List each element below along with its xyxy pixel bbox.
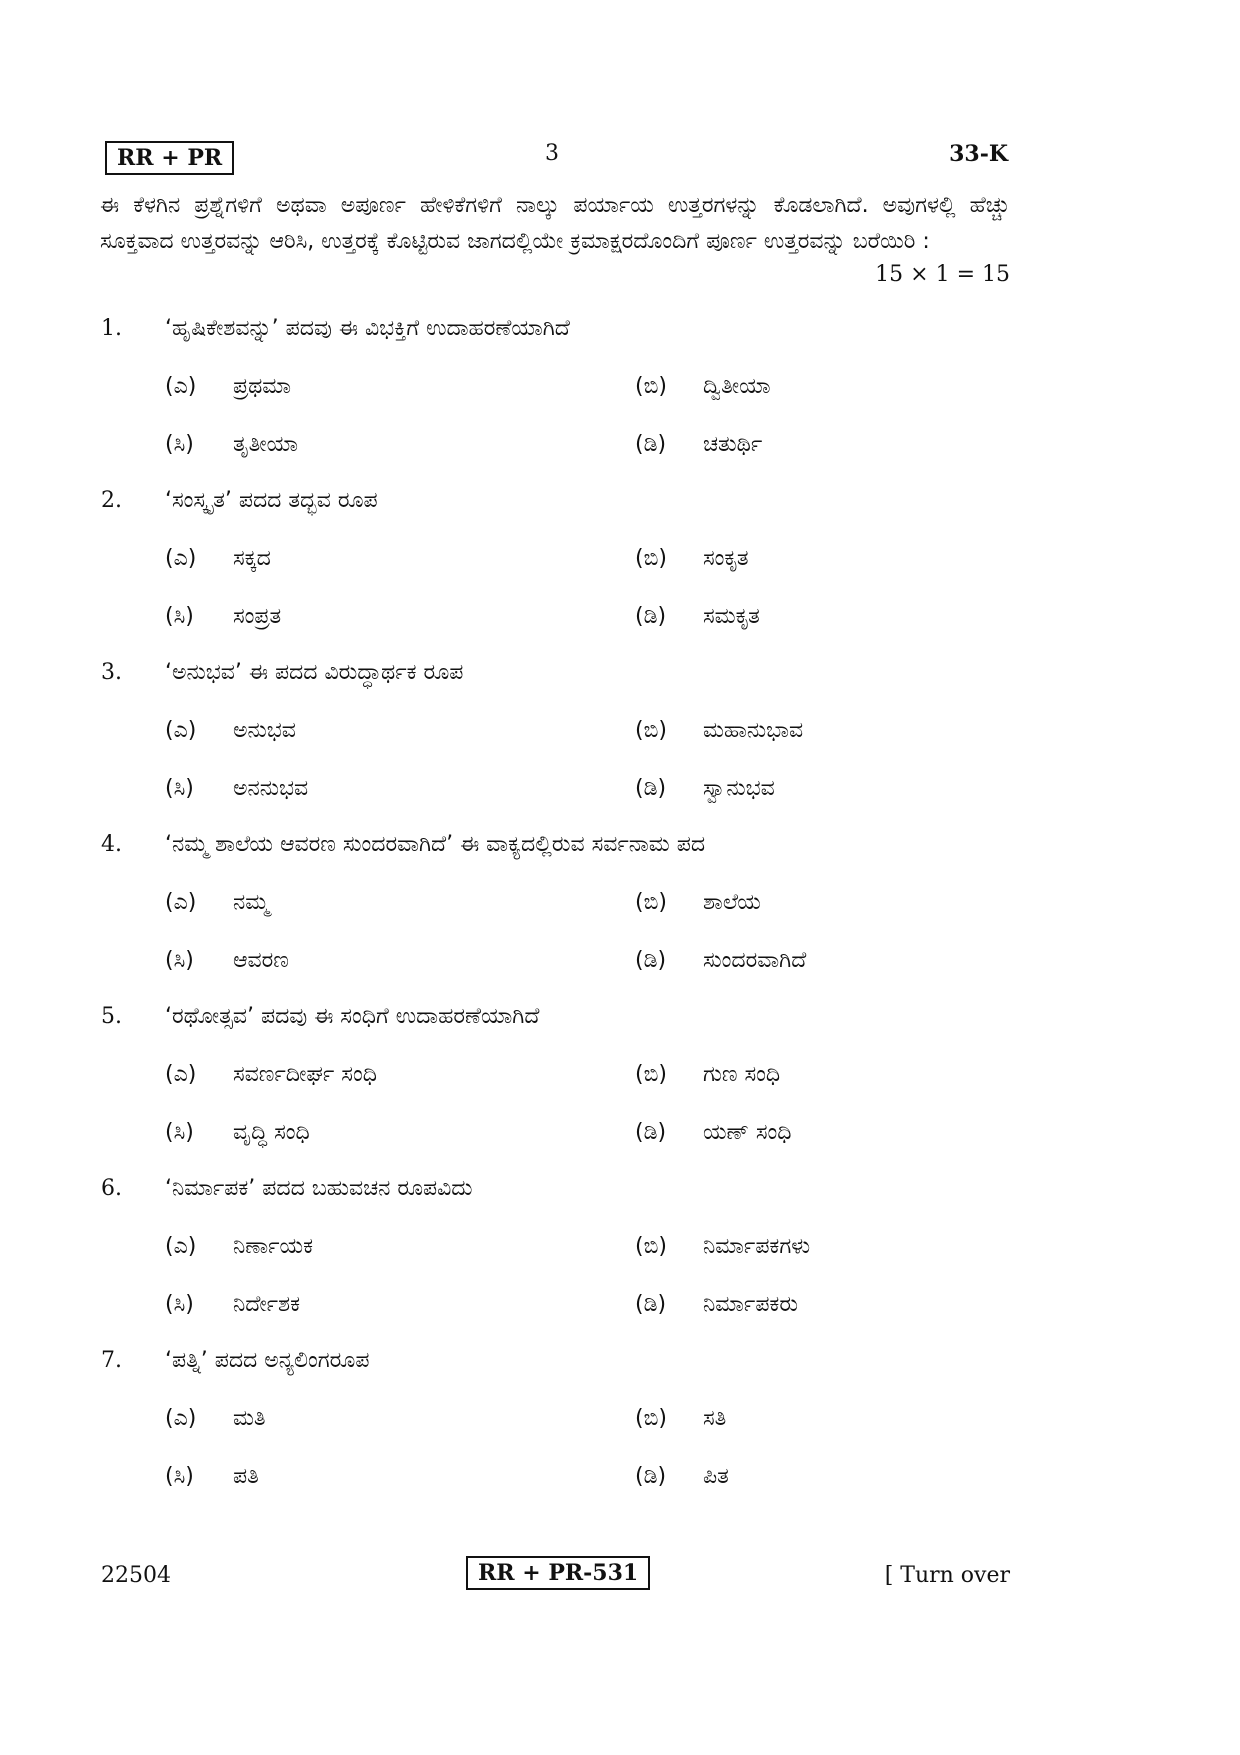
- question-text: ‘ಸಂಸ್ಕೃತ’ ಪದದ ತದ್ಭವ ರೂಪ: [165, 488, 378, 513]
- option-text-a: ಪ್ರಥಮಾ: [233, 374, 291, 399]
- option-label-c: (ಸಿ): [165, 432, 194, 457]
- instructions-text: ಈ ಕೆಳಗಿನ ಪ್ರಶ್ನೆಗಳಿಗೆ ಅಥವಾ ಅಪೂರ್ಣ ಹೇಳಿಕೆಗಳಿಗೆ ನಾಲ್ಕು ಪರ್ಯಾಯ ಉತ್ತರಗಳನ್ನು ಕೊಡಲಾಗಿದೆ. ಅವುಗಳಲ್ಲಿ ಹೆಚ್ಚು ಸೂಕ್ತವಾದ ಉತ್ತರವನ್ನು ಆರಿಸಿ, ಉತ್ತರಕ್ಕೆ ಕೊಟ್ಟಿರುವ ಜಾಗದಲ್ಲಿಯೇ ಕ್ರಮಾಕ್ಷರದೊಂದಿಗೆ ಪೂರ್ಣ ಉತ್ತರವನ್ನು ಬರೆಯಿರಿ :: [100, 193, 1010, 254]
- option-text-c: ನಿರ್ದೇಶಕ: [233, 1292, 301, 1317]
- option-text-d: ಸ್ವಾನುಭವ: [703, 776, 775, 801]
- turn-over-note: [ Turn over: [884, 1563, 1010, 1588]
- marks-scheme: 15 × 1 = 15: [875, 262, 1010, 287]
- option-text-c: ಸಂಪ್ರತ: [233, 604, 282, 629]
- option-label-d: (ಡಿ): [635, 776, 667, 801]
- option-text-b: ಗುಣ ಸಂಧಿ: [703, 1062, 781, 1087]
- option-label-c: (ಸಿ): [165, 1120, 194, 1145]
- option-text-b: ಶಾಲೆಯ: [703, 890, 761, 915]
- option-text-b: ಮಹಾನುಭಾವ: [703, 718, 804, 743]
- question-number: 4.: [101, 832, 122, 857]
- option-text-b: ಸತಿ: [703, 1406, 727, 1431]
- header-code-box: RR + PR: [105, 141, 234, 175]
- option-label-a: (ಎ): [165, 718, 197, 743]
- option-label-d: (ಡಿ): [635, 948, 667, 973]
- paper-code: 33-K: [949, 141, 1008, 167]
- option-label-d: (ಡಿ): [635, 604, 667, 629]
- option-label-b: (ಬಿ): [635, 890, 667, 915]
- option-text-a: ಅನುಭವ: [233, 718, 296, 743]
- question-text: ‘ಹೃಷಿಕೇಶವನ್ನು’ ಪದವು ಈ ವಿಭಕ್ತಿಗೆ ಉದಾಹರಣೆಯಾಗಿದೆ: [165, 316, 570, 341]
- question-text: ‘ನಮ್ಮ ಶಾಲೆಯ ಆವರಣ ಸುಂದರವಾಗಿದೆ’ ಈ ವಾಕ್ಯದಲ್ಲಿರುವ ಸರ್ವನಾಮ ಪದ: [165, 832, 706, 857]
- option-label-a: (ಎ): [165, 374, 197, 399]
- option-label-c: (ಸಿ): [165, 948, 194, 973]
- question-number: 5.: [101, 1004, 122, 1029]
- option-text-a: ಸವರ್ಣದೀರ್ಘ ಸಂಧಿ: [233, 1062, 377, 1087]
- option-label-d: (ಡಿ): [635, 1464, 667, 1489]
- option-text-a: ನಮ್ಮ: [233, 890, 270, 915]
- option-label-b: (ಬಿ): [635, 1406, 667, 1431]
- question-number: 2.: [101, 488, 122, 513]
- option-label-d: (ಡಿ): [635, 1292, 667, 1317]
- option-text-d: ಸಮಕೃತ: [703, 604, 760, 629]
- question-text: ‘ಪತ್ನಿ’ ಪದದ ಅನ್ಯಲಿಂಗರೂಪ: [165, 1348, 370, 1373]
- option-label-b: (ಬಿ): [635, 1234, 667, 1259]
- option-text-c: ಅನನುಭವ: [233, 776, 309, 801]
- option-text-c: ತೃತೀಯಾ: [233, 432, 298, 457]
- option-text-c: ಆವರಣ: [233, 948, 289, 973]
- option-text-c: ಪತಿ: [233, 1464, 259, 1489]
- option-label-c: (ಸಿ): [165, 776, 194, 801]
- option-label-a: (ಎ): [165, 1062, 197, 1087]
- question-number: 6.: [101, 1176, 122, 1201]
- option-label-b: (ಬಿ): [635, 374, 667, 399]
- option-label-c: (ಸಿ): [165, 1464, 194, 1489]
- option-label-d: (ಡಿ): [635, 1120, 667, 1145]
- option-text-d: ಸುಂದರವಾಗಿದೆ: [703, 948, 807, 973]
- footer-code-box: RR + PR-531: [466, 1556, 650, 1590]
- option-label-d: (ಡಿ): [635, 432, 667, 457]
- option-label-c: (ಸಿ): [165, 1292, 194, 1317]
- footer-serial: 22504: [101, 1563, 171, 1588]
- option-text-a: ಮತಿ: [233, 1406, 266, 1431]
- option-label-b: (ಬಿ): [635, 546, 667, 571]
- question-text: ‘ರಥೋತ್ಸವ’ ಪದವು ಈ ಸಂಧಿಗೆ ಉದಾಹರಣೆಯಾಗಿದೆ: [165, 1004, 540, 1029]
- option-text-b: ದ್ವಿತೀಯಾ: [703, 374, 771, 399]
- option-text-d: ನಿರ್ಮಾಪಕರು: [703, 1292, 798, 1317]
- option-label-b: (ಬಿ): [635, 1062, 667, 1087]
- option-text-c: ವೃದ್ಧಿ ಸಂಧಿ: [233, 1120, 310, 1145]
- option-text-d: ಚತುರ್ಥಿ: [703, 432, 763, 457]
- option-text-a: ನಿರ್ಣಾಯಕ: [233, 1234, 313, 1259]
- option-text-a: ಸಕ್ಕದ: [233, 546, 271, 571]
- option-text-d: ಯಣ್ ಸಂಧಿ: [703, 1120, 792, 1145]
- option-label-a: (ಎ): [165, 890, 197, 915]
- option-text-d: ಪಿತ: [703, 1464, 729, 1489]
- option-text-b: ನಿರ್ಮಾಪಕಗಳು: [703, 1234, 811, 1259]
- option-label-a: (ಎ): [165, 1406, 197, 1431]
- question-text: ‘ಅನುಭವ’ ಈ ಪದದ ವಿರುದ್ಧಾರ್ಥಕ ರೂಪ: [165, 660, 464, 685]
- option-label-b: (ಬಿ): [635, 718, 667, 743]
- option-text-b: ಸಂಕೃತ: [703, 546, 749, 571]
- option-label-c: (ಸಿ): [165, 604, 194, 629]
- option-label-a: (ಎ): [165, 1234, 197, 1259]
- question-number: 3.: [101, 660, 122, 685]
- option-label-a: (ಎ): [165, 546, 197, 571]
- question-number: 1.: [101, 316, 122, 341]
- question-text: ‘ನಿರ್ಮಾಪಕ’ ಪದದ ಬಹುವಚನ ರೂಪವಿದು: [165, 1176, 473, 1201]
- page-number: 3: [545, 141, 559, 166]
- question-number: 7.: [101, 1348, 122, 1373]
